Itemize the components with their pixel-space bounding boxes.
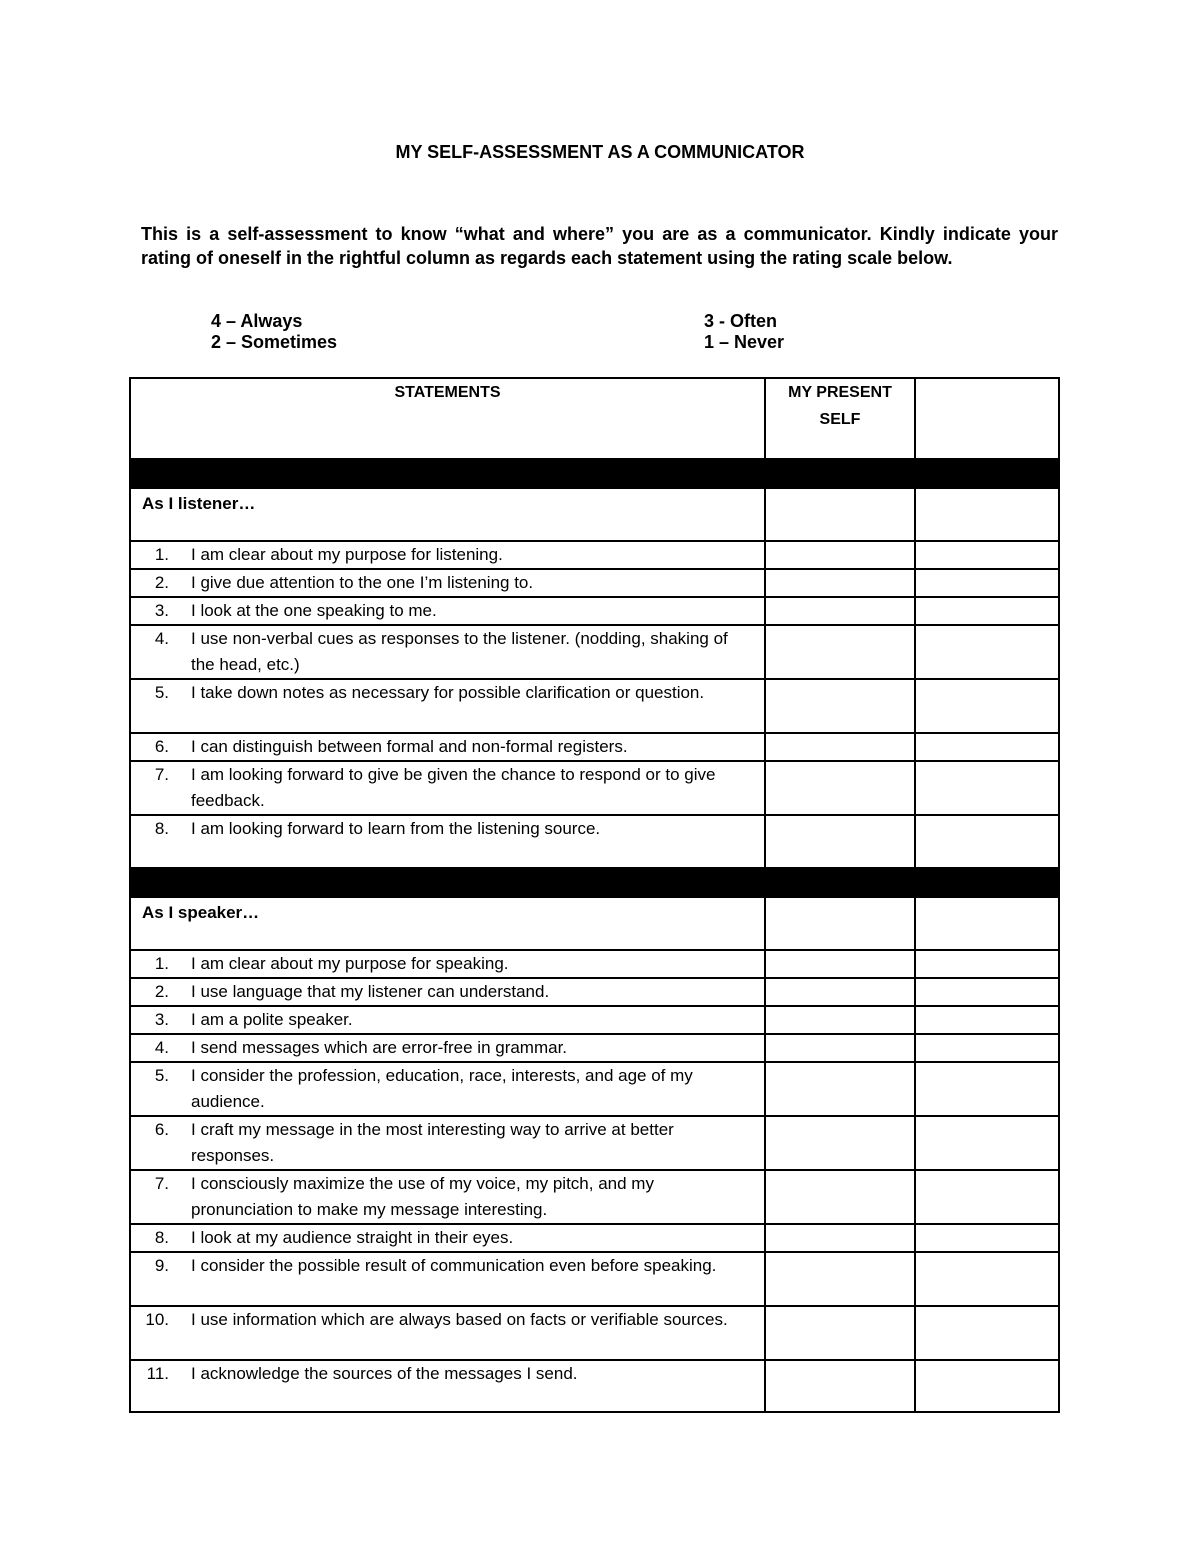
rating-cell[interactable] [765, 1360, 915, 1412]
statement-number: 7. [154, 1174, 169, 1193]
rating-cell[interactable] [765, 733, 915, 761]
statement-number: 8. [154, 819, 169, 838]
statement-text: I give due attention to the one I’m listening to. [191, 573, 534, 592]
listener-statement-row [130, 541, 1059, 569]
statement-text: I use language that my listener can understand. [191, 982, 550, 1001]
rating-cell-extra[interactable] [915, 488, 1059, 541]
statement-cell [130, 625, 765, 679]
divider-cell [130, 868, 765, 897]
rating-cell[interactable] [765, 1306, 915, 1360]
rating-cell-extra[interactable] [915, 1252, 1059, 1306]
divider-cell [915, 868, 1059, 897]
statement-cell [130, 1006, 765, 1034]
statement-cell [130, 761, 765, 815]
table-header-row [130, 378, 1059, 459]
statement-text: I can distinguish between formal and non-formal registers. [191, 737, 628, 756]
statement-number: 3. [154, 1010, 169, 1029]
statement-cell [130, 1170, 765, 1224]
divider-cell [765, 459, 915, 488]
rating-cell-extra[interactable] [915, 761, 1059, 815]
statement-text: I look at the one speaking to me. [191, 601, 437, 620]
rating-cell-extra[interactable] [915, 950, 1059, 978]
listener-statement-row [130, 569, 1059, 597]
statement-text: I consciously maximize the use of my voice, my pitch, and my pronunciation to make my message interesting. [191, 1174, 654, 1219]
statement-cell [130, 541, 765, 569]
statement-cell [130, 815, 765, 868]
statement-number: 3. [154, 601, 169, 620]
rating-cell-extra[interactable] [915, 625, 1059, 679]
listener-statement-row [130, 733, 1059, 761]
rating-cell[interactable] [765, 1034, 915, 1062]
rating-cell-extra[interactable] [915, 1006, 1059, 1034]
divider-cell [130, 459, 765, 488]
statement-text: I am looking forward to give be given the chance to respond or to give feedback. [191, 765, 716, 810]
rating-cell-extra[interactable] [915, 1306, 1059, 1360]
statement-number: 1. [154, 545, 169, 564]
rating-cell-extra[interactable] [915, 1034, 1059, 1062]
rating-cell[interactable] [765, 815, 915, 868]
statement-number: 2. [154, 982, 169, 1001]
rating-cell[interactable] [765, 541, 915, 569]
rating-cell-extra[interactable] [915, 1224, 1059, 1252]
statement-text: I take down notes as necessary for possible clarification or question. [191, 683, 705, 702]
scale-sometimes: 2 – Sometimes [211, 332, 338, 352]
speaker-section-row [130, 897, 1059, 950]
statement-number: 8. [154, 1228, 169, 1247]
speaker-statement-row [130, 1034, 1059, 1062]
statement-cell [130, 1360, 765, 1412]
statement-text: I am clear about my purpose for speaking. [191, 954, 509, 973]
page-title: MY SELF-ASSESSMENT AS A COMMUNICATOR [395, 142, 805, 162]
rating-cell[interactable] [765, 1062, 915, 1116]
rating-cell-extra[interactable] [915, 1062, 1059, 1116]
rating-cell[interactable] [765, 950, 915, 978]
statements-header: STATEMENTS [130, 378, 765, 459]
speaker-statement-row [130, 1116, 1059, 1170]
rating-cell-extra[interactable] [915, 569, 1059, 597]
speaker-statement-row [130, 1062, 1059, 1116]
rating-cell[interactable] [765, 761, 915, 815]
statement-text: I acknowledge the sources of the messages I send. [191, 1364, 578, 1383]
statement-cell [130, 733, 765, 761]
statement-text: I am looking forward to learn from the listening source. [191, 819, 601, 838]
instructions-paragraph: This is a self-assessment to know “what and where” you are as a communicator. Kindly indicate your rating of oneself in the rightful column as regards each statement using the rating scale below. [141, 224, 1058, 268]
section-divider-listener [130, 459, 1059, 488]
statement-cell [130, 569, 765, 597]
scale-never: 1 – Never [704, 332, 785, 352]
rating-cell-extra[interactable] [915, 541, 1059, 569]
rating-cell[interactable] [765, 1252, 915, 1306]
speaker-statement-row [130, 950, 1059, 978]
listener-statement-row [130, 625, 1059, 679]
statement-text: I send messages which are error-free in grammar. [191, 1038, 568, 1057]
statement-text: I use information which are always based on facts or verifiable sources. [191, 1310, 728, 1329]
speaker-statement-row [130, 1252, 1059, 1306]
rating-cell-extra[interactable] [915, 679, 1059, 733]
statement-number: 7. [154, 765, 169, 784]
statement-number: 9. [154, 1256, 169, 1275]
statement-cell [130, 1224, 765, 1252]
listener-statement-row [130, 679, 1059, 733]
statement-text: I am a polite speaker. [191, 1010, 353, 1029]
rating-cell[interactable] [765, 1006, 915, 1034]
statement-number: 1. [154, 954, 169, 973]
statement-text: I consider the possible result of communication even before speaking. [191, 1256, 717, 1275]
rating-cell[interactable] [765, 1116, 915, 1170]
assessment-table [129, 377, 1060, 1413]
rating-cell[interactable] [765, 897, 915, 950]
statement-number: 5. [154, 683, 169, 702]
speaker-statement-row [130, 1306, 1059, 1360]
speaker-statement-row [130, 978, 1059, 1006]
statement-cell [130, 597, 765, 625]
divider-cell [765, 868, 915, 897]
rating-cell[interactable] [765, 569, 915, 597]
statement-cell [130, 1306, 765, 1360]
speaker-statement-row [130, 1006, 1059, 1034]
scale-always: 4 – Always [211, 311, 303, 331]
statement-cell [130, 950, 765, 978]
rating-cell-extra[interactable] [915, 733, 1059, 761]
statement-number: 11. [146, 1364, 169, 1383]
listener-statement-row [130, 597, 1059, 625]
statement-cell [130, 679, 765, 733]
present-self-header: MY PRESENT SELF [765, 378, 915, 459]
rating-cell-extra[interactable] [915, 1170, 1059, 1224]
statement-number: 2. [154, 573, 169, 592]
statement-cell [130, 1116, 765, 1170]
rating-cell-extra[interactable] [915, 897, 1059, 950]
statement-text: I craft my message in the most interesting way to arrive at better responses. [191, 1120, 674, 1165]
scale-often: 3 - Often [704, 311, 778, 331]
statement-number: 5. [154, 1066, 169, 1085]
section-label: As I listener… [130, 488, 765, 541]
rating-cell-extra[interactable] [915, 978, 1059, 1006]
statement-text: I consider the profession, education, race, interests, and age of my audience. [191, 1066, 693, 1111]
rating-cell[interactable] [765, 978, 915, 1006]
rating-cell-extra[interactable] [915, 597, 1059, 625]
listener-section-row [130, 488, 1059, 541]
statement-text: I use non-verbal cues as responses to the listener. (nodding, shaking of the head, etc.) [191, 629, 728, 674]
statement-number: 6. [154, 1120, 169, 1139]
listener-statement-row [130, 761, 1059, 815]
statement-text: I look at my audience straight in their eyes. [191, 1228, 514, 1247]
statement-cell [130, 978, 765, 1006]
rating-cell[interactable] [765, 597, 915, 625]
listener-statement-row [130, 815, 1059, 868]
rating-cell[interactable] [765, 679, 915, 733]
statement-number: 4. [154, 1038, 169, 1057]
statement-number: 10. [145, 1310, 169, 1329]
statement-number: 4. [154, 629, 169, 648]
statement-cell [130, 1034, 765, 1062]
statement-text: I am clear about my purpose for listening. [191, 545, 503, 564]
rating-cell-extra[interactable] [915, 815, 1059, 868]
extra-header [915, 378, 1059, 459]
speaker-statement-row [130, 1360, 1059, 1412]
rating-cell-extra[interactable] [915, 1360, 1059, 1412]
rating-cell[interactable] [765, 1170, 915, 1224]
section-label: As I speaker… [130, 897, 765, 950]
rating-cell-extra[interactable] [915, 1116, 1059, 1170]
speaker-statement-row [130, 1170, 1059, 1224]
statement-number: 6. [154, 737, 169, 756]
speaker-statement-row [130, 1224, 1059, 1252]
rating-cell[interactable] [765, 1224, 915, 1252]
statement-cell [130, 1252, 765, 1306]
section-divider-speaker [130, 868, 1059, 897]
rating-cell[interactable] [765, 625, 915, 679]
statement-cell [130, 1062, 765, 1116]
rating-cell[interactable] [765, 488, 915, 541]
divider-cell [915, 459, 1059, 488]
